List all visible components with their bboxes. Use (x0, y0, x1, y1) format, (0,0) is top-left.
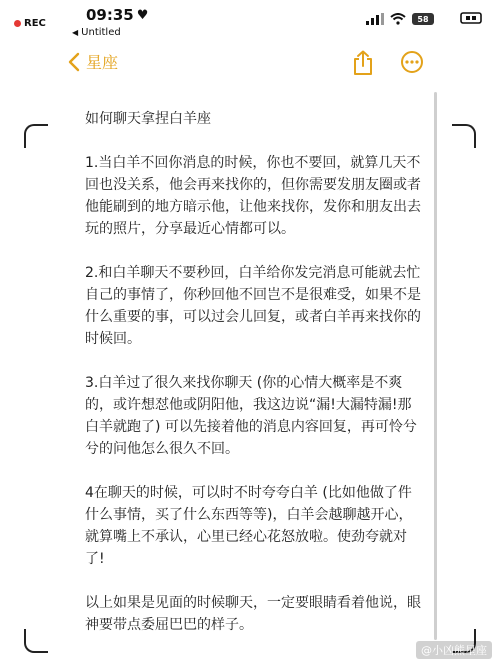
back-label: 星座 (86, 53, 119, 72)
back-triangle-icon: ◀ (72, 28, 79, 37)
note-paragraph-1: 1.当白羊不回你消息的时候，你也不要回，就算几天不回也没关系，他会再来找你的，但你需要发朋友圈或者他能刷到的地方暗示他，让他来找你，发你和朋友出去玩的照片，分享最近心情都可以。 (85, 155, 421, 237)
frame-corner (24, 629, 48, 653)
frame-corner (24, 124, 48, 148)
note-paragraph-3: 3.白羊过了很久来找你聊天 (你的心情大概率是不爽的，或许想怼他或阴阳他，我这边说“漏!大漏特漏!那白羊就跑了) 可以先接着他的消息内容回复，再可怜兮兮的问他怎么很久不回。 (85, 375, 417, 457)
time-label: 09:35 (86, 6, 134, 24)
frame-corner (452, 124, 476, 148)
note-text[interactable] (85, 108, 425, 658)
back-app-label: Untitled (81, 27, 121, 38)
share-icon[interactable] (352, 50, 374, 76)
signal-icon (366, 13, 384, 25)
rec-dot-icon (14, 20, 21, 27)
cast-icon (460, 12, 482, 26)
scrollbar[interactable] (434, 92, 437, 640)
status-indicators (366, 12, 482, 26)
watermark: @小凶熊星座 (416, 641, 492, 659)
back-to-app[interactable] (72, 27, 121, 38)
status-time (86, 6, 148, 24)
rec-label: REC (24, 18, 46, 29)
battery-icon: 58 (412, 13, 434, 25)
note-body[interactable] (0, 82, 500, 667)
note-paragraph-2: 2.和白羊聊天不要秒回，白羊给你发完消息可能就去忙自己的事情了，你秒回他不回岂不是很难受，如果不是什么重要的事，可以过会儿回复，或者白羊再来找你的时候回。 (85, 265, 421, 347)
chevron-left-icon (68, 52, 80, 72)
status-bar (0, 0, 500, 44)
wifi-icon (390, 13, 406, 25)
more-icon[interactable] (400, 50, 424, 74)
note-paragraph-5: 以上如果是见面的时候聊天，一定要眼睛看着他说，眼神要带点委屈巴巴的样子。 (85, 595, 421, 633)
notes-nav-bar (0, 44, 500, 82)
recording-indicator (14, 18, 46, 29)
note-paragraph-4: 4在聊天的时候，可以时不时夸夸白羊 (比如他做了件什么事情，买了什么东西等等)，白羊会越聊越开心，就算嘴上不承认，心里已经心花怒放啦。使劲夸就对了! (85, 485, 413, 567)
heart-icon: ♥ (136, 7, 149, 23)
note-title: 如何聊天拿捏白羊座 (85, 111, 211, 127)
back-button[interactable] (68, 50, 118, 73)
